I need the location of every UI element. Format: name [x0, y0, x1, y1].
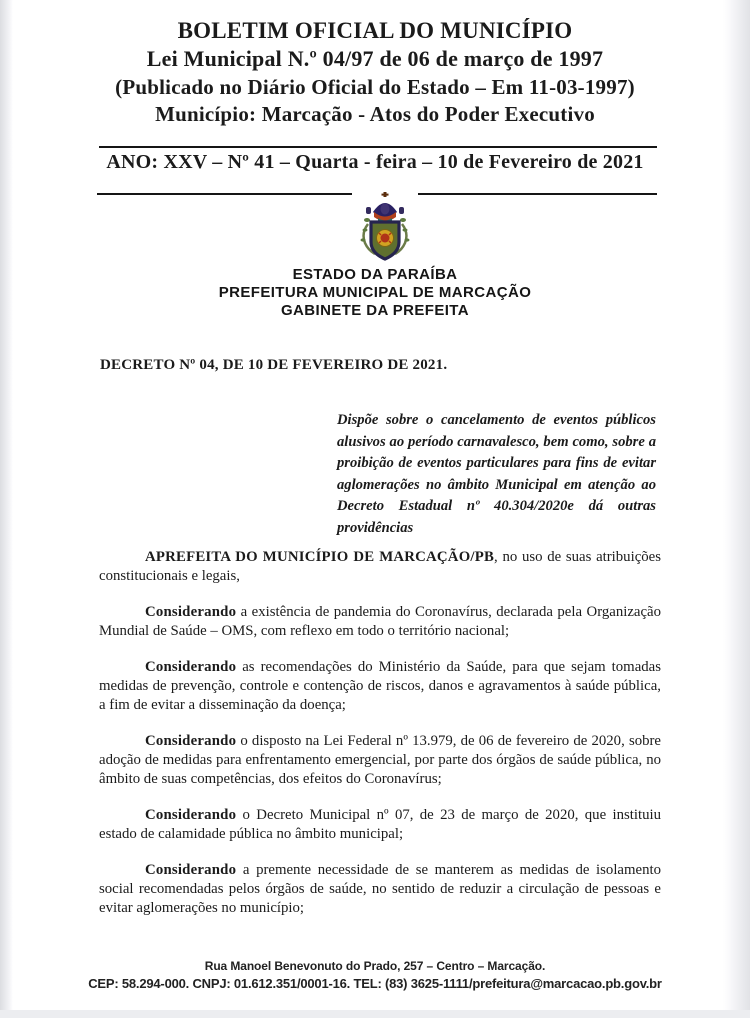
decree-body	[99, 548, 661, 935]
scan-edge-bottom	[0, 1010, 750, 1018]
published-line: (Publicado no Diário Oficial do Estado – Em 11-03-1997)	[115, 75, 635, 99]
law-line: Lei Municipal N.º 04/97 de 06 de março de 1997	[146, 46, 604, 71]
consideration-lead: Considerando	[145, 733, 237, 749]
bulletin-title: BOLETIM OFICIAL DO MUNICÍPIO	[177, 18, 573, 43]
office-name: GABINETE DA PREFEITA	[280, 302, 469, 319]
opening-rest: , no uso de suas atribuições constitucionais e legais,	[99, 549, 661, 584]
page-footer	[40, 958, 710, 993]
consideration-text: a existência de pandemia do Coronavírus, declarada pela Organização Mundial de Saúde – OMS, com reflexo em todo o território nacional;	[99, 604, 661, 639]
opening-paragraph	[99, 548, 661, 586]
decree-heading: DECRETO Nº 04, DE 10 DE FEVEREIRO DE 2021.	[100, 357, 448, 373]
consideration-lead: Considerando	[145, 807, 237, 823]
consideration-lead: Considerando	[145, 604, 237, 620]
consideration-lead: Considerando	[145, 659, 237, 675]
municipality-line: Município: Marcação - Atos do Poder Executivo	[155, 102, 595, 126]
prefecture-name: PREFEITURA MUNICIPAL DE MARCAÇÃO	[218, 284, 532, 301]
consideration-lead: Considerando	[145, 862, 237, 878]
footer-contact: CEP: 58.294-000. CNPJ: 01.612.351/0001-16. TEL: (83) 3625-1111/prefeitura@marcacao.pb.gov.br	[88, 976, 662, 991]
coat-of-arms-box	[352, 188, 418, 266]
consideration-paragraph	[99, 658, 661, 715]
masthead	[40, 17, 710, 128]
consideration-paragraph	[99, 861, 661, 918]
issue-line: ANO: XXV – Nº 41 – Quarta - feira – 10 de Fevereiro de 2021	[106, 151, 644, 173]
consideration-paragraph	[99, 603, 661, 641]
decree-summary: Dispõe sobre o cancelamento de eventos públicos alusivos ao período carnavalesco, bem como, sobre a proibição de eventos particulares para fins de evitar aglomerações no âmbito Municipal em atenção ao Decreto Estadual nº 40.304/2020e dá outras providências	[337, 412, 656, 536]
state-name: ESTADO DA PARAÍBA	[292, 266, 458, 283]
scan-edge-left	[0, 0, 13, 1018]
footer-address: Rua Manoel Benevonuto do Prado, 257 – Centro – Marcação.	[204, 959, 546, 973]
scan-edge-right	[723, 0, 750, 1018]
opening-bold: APREFEITA DO MUNICÍPIO DE MARCAÇÃO/PB	[145, 549, 495, 565]
consideration-paragraph	[99, 806, 661, 844]
paraiba-coat-of-arms-icon	[354, 192, 416, 266]
institution-block	[40, 266, 710, 320]
consideration-text: o Decreto Municipal nº 07, de 23 de março de 2020, que instituiu estado de calamidade pública no âmbito municipal;	[99, 807, 661, 842]
consideration-text: o disposto na Lei Federal nº 13.979, de 06 de fevereiro de 2020, sobre adoção de medidas para enfrentamento emergencial, por parte dos órgãos de saúde pública, no âmbito de suas competências, dos efeitos do Coronavírus;	[99, 733, 661, 787]
divider-top	[99, 146, 657, 148]
consideration-paragraph	[99, 732, 661, 789]
consideration-text: a premente necessidade de se manterem as medidas de isolamento social recomendadas pelos órgãos de saúde, no sentido de reduzir a circulação de pessoas e evitar aglomerações no município;	[99, 862, 661, 916]
consideration-text: as recomendações do Ministério da Saúde, para que sejam tomadas medidas de prevenção, controle e contenção de riscos, danos e agravamentos à saúde pública, a fim de evitar a disseminação da doença;	[99, 659, 661, 713]
